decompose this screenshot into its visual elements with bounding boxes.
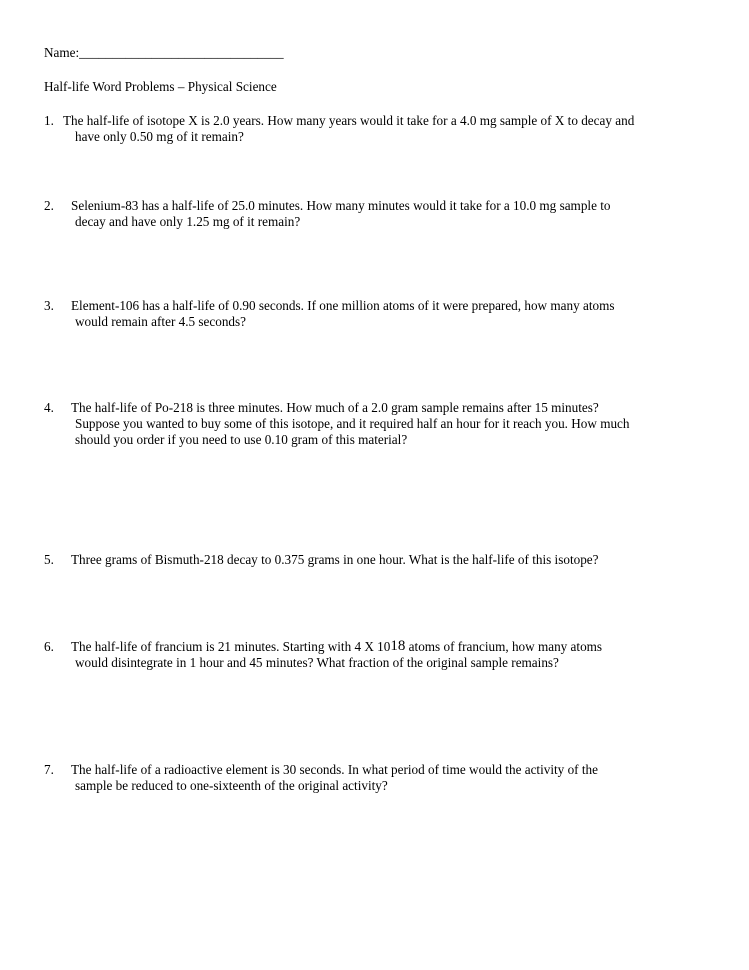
question-text-line: would disintegrate in 1 hour and 45 minutes? What fraction of the original sample remains? [75,655,559,670]
question-text-line: The half-life of Po-218 is three minutes. How much of a 2.0 gram sample remains after 15 minutes? [71,400,599,415]
question-text-fragment: The half-life of francium is 21 minutes. Starting with 4 X 10 [71,639,391,654]
question-text-line: have only 0.50 mg of it remain? [75,129,244,144]
question-text-line: decay and have only 1.25 mg of it remain? [75,214,301,229]
question-number: 1. [44,113,54,128]
question-text-line: The half-life of a radioactive element is 30 seconds. In what period of time would the activity of the [71,762,598,777]
question-text-line: should you order if you need to use 0.10 gram of this material? [75,432,408,447]
question-7 [44,762,714,794]
question-6 [44,639,714,671]
question-text-fragment: atoms of francium, how many atoms [405,639,603,654]
question-3 [44,298,714,330]
question-2 [44,198,714,230]
question-text-line: Three grams of Bismuth-218 decay to 0.375 grams in one hour. What is the half-life of this isotope? [71,552,599,567]
question-text-line: Element-106 has a half-life of 0.90 seconds. If one million atoms of it were prepared, how many atoms [71,298,615,313]
name-field-label: Name:_______________________________ [44,45,284,60]
question-text-line [44,639,714,655]
exponent: 18 [390,638,406,654]
question-text-line: Selenium-83 has a half-life of 25.0 minutes. How many minutes would it take for a 10.0 mg sample to [71,198,611,213]
question-number: 3. [44,298,54,313]
question-number: 5. [44,552,54,567]
question-text-line: Suppose you wanted to buy some of this isotope, and it required half an hour for it reach you. How much [75,416,630,431]
question-text-line: sample be reduced to one-sixteenth of the original activity? [75,778,388,793]
question-4 [44,400,714,448]
question-number: 7. [44,762,54,777]
question-1 [44,113,714,145]
question-text-line: The half-life of isotope X is 2.0 years. How many years would it take for a 4.0 mg sample of X to decay and [63,113,635,128]
question-5 [44,552,714,568]
question-number: 6. [44,639,54,654]
question-text-line: would remain after 4.5 seconds? [75,314,247,329]
question-number: 4. [44,400,54,415]
worksheet-title: Half-life Word Problems – Physical Science [44,79,277,94]
question-number: 2. [44,198,54,213]
